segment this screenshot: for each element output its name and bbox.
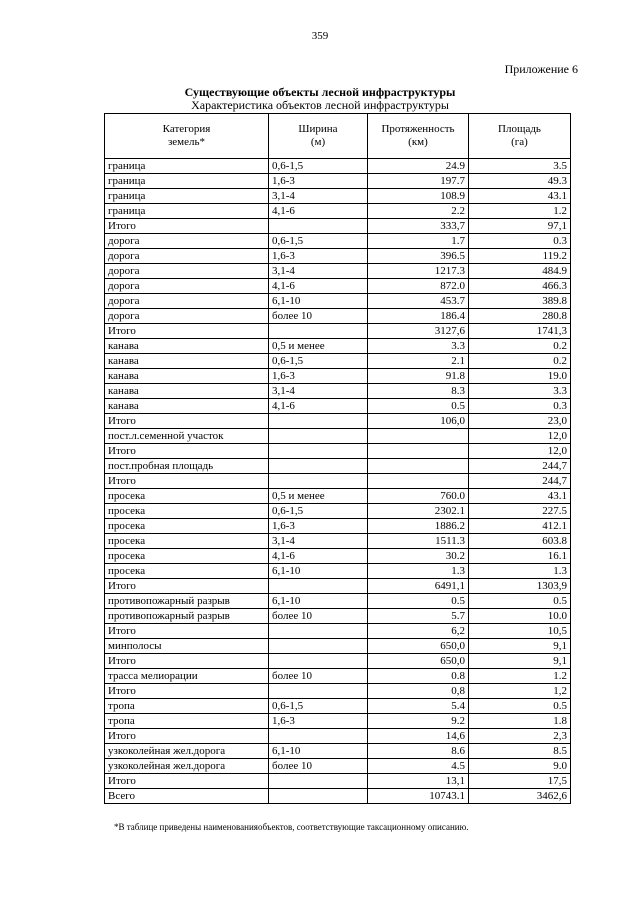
cell-category: тропа: [105, 699, 269, 714]
table-row: [105, 414, 571, 429]
cell-length: 0.5: [368, 594, 469, 609]
cell-category: Итого: [105, 684, 269, 699]
cell-width: 1,6-3: [269, 174, 368, 189]
table-row: [105, 594, 571, 609]
cell-category: Итого: [105, 579, 269, 594]
cell-category: канава: [105, 339, 269, 354]
cell-width: [269, 579, 368, 594]
cell-length: 760.0: [368, 489, 469, 504]
cell-length: 8.6: [368, 744, 469, 759]
cell-area: 466.3: [469, 279, 571, 294]
cell-category: Всего: [105, 789, 269, 804]
cell-length: 10743.1: [368, 789, 469, 804]
cell-length: 650,0: [368, 654, 469, 669]
table-row: [105, 654, 571, 669]
cell-length: 0,8: [368, 684, 469, 699]
cell-category: Итого: [105, 219, 269, 234]
cell-area: 12,0: [469, 444, 571, 459]
cell-area: 412.1: [469, 519, 571, 534]
cell-length: 5.4: [368, 699, 469, 714]
cell-area: 17,5: [469, 774, 571, 789]
cell-width: 1,6-3: [269, 714, 368, 729]
cell-area: 9,1: [469, 639, 571, 654]
cell-width: 6,1-10: [269, 594, 368, 609]
table-row: [105, 549, 571, 564]
table-row: [105, 684, 571, 699]
cell-category: канава: [105, 369, 269, 384]
cell-length: [368, 459, 469, 474]
cell-category: Итого: [105, 324, 269, 339]
header-category: [105, 114, 269, 159]
cell-area: 389.8: [469, 294, 571, 309]
table-row: [105, 279, 571, 294]
cell-width: 3,1-4: [269, 189, 368, 204]
cell-width: более 10: [269, 609, 368, 624]
header-length-line1: Протяженность: [381, 123, 455, 135]
cell-length: 2302.1: [368, 504, 469, 519]
table-header-row: [105, 114, 571, 159]
cell-length: 8.3: [368, 384, 469, 399]
cell-width: 4,1-6: [269, 549, 368, 564]
cell-area: 0.5: [469, 594, 571, 609]
cell-length: 650,0: [368, 639, 469, 654]
cell-length: [368, 444, 469, 459]
table-row: [105, 309, 571, 324]
header-area: [469, 114, 571, 159]
cell-area: 1,2: [469, 684, 571, 699]
header-width: [269, 114, 368, 159]
table-row: [105, 369, 571, 384]
cell-category: трасса мелиорации: [105, 669, 269, 684]
cell-length: 5.7: [368, 609, 469, 624]
table-row: [105, 579, 571, 594]
cell-category: просека: [105, 564, 269, 579]
cell-width: 1,6-3: [269, 519, 368, 534]
table-row: [105, 444, 571, 459]
cell-width: 6,1-10: [269, 744, 368, 759]
cell-width: [269, 624, 368, 639]
cell-width: [269, 444, 368, 459]
cell-category: дорога: [105, 294, 269, 309]
cell-width: 1,6-3: [269, 369, 368, 384]
cell-area: 1741,3: [469, 324, 571, 339]
cell-area: 0.5: [469, 699, 571, 714]
cell-width: более 10: [269, 309, 368, 324]
cell-area: 10,5: [469, 624, 571, 639]
cell-category: пост.пробная площадь: [105, 459, 269, 474]
cell-area: 227.5: [469, 504, 571, 519]
cell-category: граница: [105, 159, 269, 174]
cell-area: 280.8: [469, 309, 571, 324]
cell-area: 0.2: [469, 354, 571, 369]
header-area-line2: (га): [511, 136, 528, 148]
cell-area: 43.1: [469, 489, 571, 504]
cell-width: [269, 219, 368, 234]
cell-width: [269, 774, 368, 789]
table-row: [105, 534, 571, 549]
cell-length: 91.8: [368, 369, 469, 384]
table-row: [105, 759, 571, 774]
cell-width: [269, 639, 368, 654]
table-row: [105, 384, 571, 399]
cell-length: 197.7: [368, 174, 469, 189]
cell-category: минполосы: [105, 639, 269, 654]
cell-width: [269, 684, 368, 699]
cell-category: канава: [105, 354, 269, 369]
cell-category: дорога: [105, 309, 269, 324]
cell-length: 1217.3: [368, 264, 469, 279]
cell-width: 0,5 и менее: [269, 489, 368, 504]
cell-category: просека: [105, 504, 269, 519]
header-area-line1: Площадь: [498, 123, 541, 135]
cell-area: 97,1: [469, 219, 571, 234]
table-row: [105, 564, 571, 579]
cell-length: 0.5: [368, 399, 469, 414]
cell-width: [269, 429, 368, 444]
cell-area: 16.1: [469, 549, 571, 564]
table-row: [105, 294, 571, 309]
header-length: [368, 114, 469, 159]
cell-length: 6491,1: [368, 579, 469, 594]
cell-area: 9,1: [469, 654, 571, 669]
cell-category: канава: [105, 384, 269, 399]
cell-category: Итого: [105, 774, 269, 789]
cell-area: 0.3: [469, 399, 571, 414]
cell-width: 4,1-6: [269, 399, 368, 414]
cell-category: Итого: [105, 654, 269, 669]
cell-category: дорога: [105, 249, 269, 264]
table-row: [105, 789, 571, 804]
table-row: [105, 339, 571, 354]
cell-category: граница: [105, 189, 269, 204]
cell-width: 0,6-1,5: [269, 159, 368, 174]
cell-area: 1.2: [469, 669, 571, 684]
table-row: [105, 324, 571, 339]
cell-width: 1,6-3: [269, 249, 368, 264]
table-row: [105, 519, 571, 534]
cell-area: 0.3: [469, 234, 571, 249]
cell-width: 0,6-1,5: [269, 354, 368, 369]
cell-category: дорога: [105, 264, 269, 279]
table-row: [105, 399, 571, 414]
cell-width: [269, 459, 368, 474]
table-row: [105, 249, 571, 264]
table-row: [105, 744, 571, 759]
cell-length: 106,0: [368, 414, 469, 429]
cell-area: 1303,9: [469, 579, 571, 594]
table-row: [105, 669, 571, 684]
cell-area: 1.2: [469, 204, 571, 219]
cell-area: 9.0: [469, 759, 571, 774]
cell-category: противопожарный разрыв: [105, 609, 269, 624]
table-body: [105, 159, 571, 804]
cell-length: 333,7: [368, 219, 469, 234]
cell-category: Итого: [105, 414, 269, 429]
cell-length: 0.8: [368, 669, 469, 684]
cell-width: [269, 789, 368, 804]
cell-width: [269, 474, 368, 489]
cell-length: 1.3: [368, 564, 469, 579]
appendix-label: Приложение 6: [504, 62, 578, 76]
cell-length: 1886.2: [368, 519, 469, 534]
cell-area: 1.3: [469, 564, 571, 579]
cell-length: 186.4: [368, 309, 469, 324]
cell-length: 6,2: [368, 624, 469, 639]
table-row: [105, 189, 571, 204]
cell-category: Итого: [105, 729, 269, 744]
cell-length: 396.5: [368, 249, 469, 264]
cell-category: пост.л.семенной участок: [105, 429, 269, 444]
page-number: 359: [311, 30, 329, 42]
table-row: [105, 774, 571, 789]
cell-length: 1.7: [368, 234, 469, 249]
table-row: [105, 489, 571, 504]
cell-length: 2.2: [368, 204, 469, 219]
cell-area: 119.2: [469, 249, 571, 264]
document-title: Существующие объекты лесной инфраструктуры: [184, 85, 456, 99]
cell-width: 0,6-1,5: [269, 234, 368, 249]
cell-length: 3127,6: [368, 324, 469, 339]
cell-category: просека: [105, 519, 269, 534]
cell-category: Итого: [105, 474, 269, 489]
cell-area: 244,7: [469, 474, 571, 489]
cell-category: граница: [105, 204, 269, 219]
table-row: [105, 429, 571, 444]
cell-area: 8.5: [469, 744, 571, 759]
cell-width: [269, 414, 368, 429]
cell-width: [269, 729, 368, 744]
cell-width: 3,1-4: [269, 384, 368, 399]
table-row: [105, 624, 571, 639]
cell-category: противопожарный разрыв: [105, 594, 269, 609]
table-row: [105, 504, 571, 519]
header-category-line1: Категория: [162, 123, 211, 135]
cell-length: 4.5: [368, 759, 469, 774]
table-row: [105, 204, 571, 219]
cell-width: 0,6-1,5: [269, 504, 368, 519]
cell-width: 6,1-10: [269, 294, 368, 309]
table-row: [105, 699, 571, 714]
cell-width: 0,6-1,5: [269, 699, 368, 714]
cell-length: 13,1: [368, 774, 469, 789]
header-width-line1: Ширина: [298, 123, 338, 135]
table-row: [105, 729, 571, 744]
cell-width: более 10: [269, 669, 368, 684]
table-row: [105, 264, 571, 279]
cell-length: 453.7: [368, 294, 469, 309]
header-width-line2: (м): [310, 136, 326, 148]
infrastructure-table: [104, 113, 571, 804]
cell-category: просека: [105, 549, 269, 564]
cell-width: 3,1-4: [269, 264, 368, 279]
cell-area: 3.3: [469, 384, 571, 399]
cell-area: 23,0: [469, 414, 571, 429]
cell-length: 24.9: [368, 159, 469, 174]
cell-width: 3,1-4: [269, 534, 368, 549]
cell-length: [368, 474, 469, 489]
cell-area: 1.8: [469, 714, 571, 729]
cell-category: тропа: [105, 714, 269, 729]
table-row: [105, 174, 571, 189]
document-subtitle: Характеристика объектов лесной инфраструктуры: [191, 98, 449, 112]
cell-area: 19.0: [469, 369, 571, 384]
table-row: [105, 219, 571, 234]
table-row: [105, 354, 571, 369]
cell-length: 30.2: [368, 549, 469, 564]
cell-length: 2.1: [368, 354, 469, 369]
cell-width: более 10: [269, 759, 368, 774]
cell-area: 43.1: [469, 189, 571, 204]
table-row: [105, 609, 571, 624]
cell-category: дорога: [105, 234, 269, 249]
cell-width: 6,1-10: [269, 564, 368, 579]
cell-area: 12,0: [469, 429, 571, 444]
cell-area: 484.9: [469, 264, 571, 279]
cell-length: 3.3: [368, 339, 469, 354]
cell-area: 244,7: [469, 459, 571, 474]
table-row: [105, 234, 571, 249]
cell-length: 14,6: [368, 729, 469, 744]
cell-area: 0.2: [469, 339, 571, 354]
table-row: [105, 714, 571, 729]
cell-category: узкоколейная жел.дорога: [105, 759, 269, 774]
header-length-line2: (км): [408, 136, 428, 148]
cell-width: 4,1-6: [269, 279, 368, 294]
table-row: [105, 459, 571, 474]
cell-category: дорога: [105, 279, 269, 294]
cell-area: 10.0: [469, 609, 571, 624]
cell-area: 49.3: [469, 174, 571, 189]
header-category-line2: земель*: [167, 136, 206, 148]
cell-width: [269, 654, 368, 669]
cell-width: 0,5 и менее: [269, 339, 368, 354]
cell-area: 603.8: [469, 534, 571, 549]
cell-category: граница: [105, 174, 269, 189]
cell-length: 872.0: [368, 279, 469, 294]
footnote: *В таблице приведены наименованияобъектов, соответствующие таксационному описанию.: [114, 822, 469, 832]
cell-length: 108.9: [368, 189, 469, 204]
cell-category: просека: [105, 534, 269, 549]
cell-category: просека: [105, 489, 269, 504]
table-row: [105, 159, 571, 174]
cell-category: узкоколейная жел.дорога: [105, 744, 269, 759]
cell-length: 1511.3: [368, 534, 469, 549]
cell-width: 4,1-6: [269, 204, 368, 219]
cell-length: 9.2: [368, 714, 469, 729]
cell-area: 3.5: [469, 159, 571, 174]
cell-category: Итого: [105, 444, 269, 459]
cell-area: 3462,6: [469, 789, 571, 804]
cell-area: 2,3: [469, 729, 571, 744]
cell-category: Итого: [105, 624, 269, 639]
table-row: [105, 474, 571, 489]
table-row: [105, 639, 571, 654]
cell-category: канава: [105, 399, 269, 414]
cell-length: [368, 429, 469, 444]
cell-width: [269, 324, 368, 339]
